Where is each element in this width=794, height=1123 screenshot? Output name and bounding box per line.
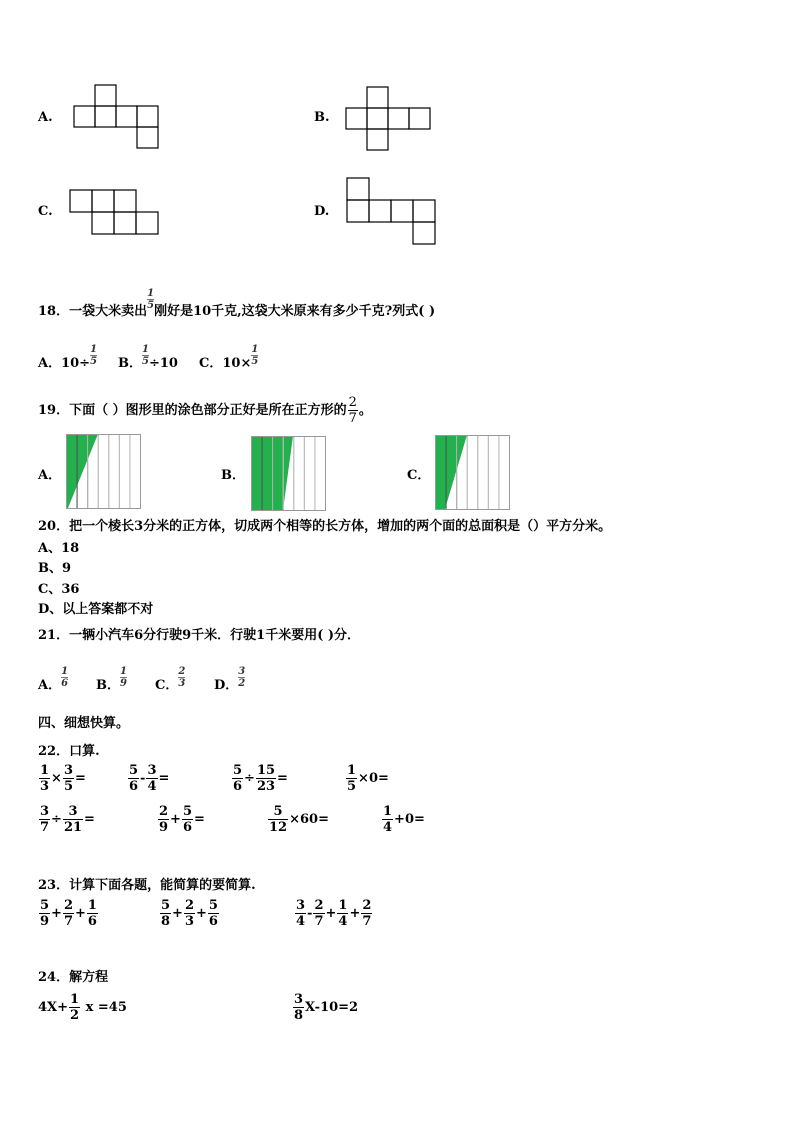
q22-expr-7: $\frac{5}{12}$ ×60= — [269, 804, 329, 835]
grid-column — [467, 436, 478, 510]
q22-expr-8: $\frac{1}{4}$ +0= — [383, 804, 425, 835]
q21-option-d[interactable]: D． $\frac{3}{2}$ — [214, 665, 246, 693]
q19-question — [38, 396, 372, 425]
operator: + — [349, 906, 361, 921]
q23-expr-2 — [159, 899, 220, 928]
q20-question: 20．把一个棱长3分米的正方体，切成两个相等的长方体，增加的两个面的总面积是（）平方分米。 — [38, 519, 612, 534]
fraction: $\frac{2}{7}$ — [314, 898, 324, 929]
q19-option-a-figure — [66, 434, 142, 510]
q17-option-b-label[interactable]: B. — [314, 110, 330, 125]
q18-option-b[interactable]: B． $\frac{1}{5}$ ÷10 — [118, 343, 178, 371]
q17-option-b-net — [346, 87, 436, 153]
q18-option-a[interactable]: A．10÷ $\frac{1}{5}$ — [38, 343, 98, 371]
q17-option-c-label[interactable]: C. — [38, 204, 53, 219]
q24-equation-1: 4X+ $\frac{1}{2}$ x =45 — [38, 992, 127, 1023]
q17-option-d-label[interactable]: D. — [314, 204, 330, 219]
fraction: $\frac{5}{6}$ — [208, 898, 218, 929]
q24-title: 24．解方程 — [38, 970, 109, 985]
q22-expr-4: $\frac{1}{5}$ ×0= — [347, 763, 389, 794]
q20-option-a[interactable]: A、18 — [38, 541, 80, 556]
q21-option-a[interactable]: A． $\frac{1}{6}$ — [38, 665, 69, 693]
fraction: $\frac{3}{4}$ — [296, 898, 306, 929]
q22-expr-5: $\frac{3}{7}$ ÷ $\frac{3}{21}$ = — [40, 804, 95, 835]
grid-column — [98, 435, 109, 509]
q19-option-c-figure — [435, 435, 511, 511]
q23-expr-3 — [294, 899, 373, 928]
operator: + — [325, 906, 337, 921]
q21-question: 21．一辆小汽车6分行驶9千米．行驶1千米要用( )分． — [38, 628, 361, 643]
q23-title: 23．计算下面各题，能简算的要简算. — [38, 878, 256, 893]
q17-option-a-net — [74, 85, 164, 151]
grid-column — [294, 437, 305, 511]
q22-expr-1: $\frac{1}{3}$ × $\frac{3}{5}$ = — [40, 763, 86, 794]
q24-equation-2: $\frac{3}{8}$ X-10=2 — [294, 992, 359, 1023]
q19-fraction: $\frac{2}{7}$ — [348, 395, 357, 426]
fraction: $\frac{5}{9}$ — [40, 898, 50, 929]
q19-option-b-figure — [251, 436, 327, 512]
q22-title: 22．口算. — [38, 744, 100, 759]
grid-column — [109, 435, 120, 509]
q23-expr-1 — [38, 899, 99, 928]
q18-question — [38, 287, 436, 323]
q22-expr-6: $\frac{2}{9}$ + $\frac{5}{6}$ = — [159, 804, 205, 835]
q22-expr-3: $\frac{5}{6}$ ÷ $\frac{15}{23}$ = — [233, 763, 288, 794]
grid-column — [304, 437, 315, 511]
grid-column — [315, 437, 326, 511]
q19-option-a-label[interactable]: A． — [38, 468, 62, 483]
fraction: $\frac{2}{7}$ — [63, 898, 73, 929]
fraction: $\frac{1}{6}$ — [87, 898, 97, 929]
q19-text-after: 。 — [358, 403, 372, 418]
q20-option-c[interactable]: C、36 — [38, 582, 80, 597]
q19-option-b-label[interactable]: B． — [221, 468, 245, 483]
fraction: $\frac{5}{8}$ — [161, 898, 171, 929]
operator: + — [172, 906, 183, 921]
q17-option-c-net — [70, 190, 162, 236]
grid-column — [499, 436, 510, 510]
shaded-region — [435, 435, 467, 509]
grid-column — [119, 435, 130, 509]
q17-option-a-label[interactable]: A. — [38, 110, 53, 125]
q22-expr-2: $\frac{5}{6}$ - $\frac{3}{4}$ = — [129, 763, 170, 794]
q17-option-d-net — [347, 178, 439, 246]
operator: + — [75, 906, 86, 921]
fraction: $\frac{1}{4}$ — [338, 898, 348, 929]
fraction: $\frac{2}{3}$ — [184, 898, 194, 929]
shaded-region — [251, 436, 293, 510]
operator: + — [51, 906, 62, 921]
q21-option-b[interactable]: B． $\frac{1}{9}$ — [96, 665, 127, 693]
q19-text-before: 19．下面（ ）图形里的涂色部分正好是所在正方形的 — [38, 403, 347, 418]
q20-option-b[interactable]: B、9 — [38, 561, 72, 576]
q18-text-after: 刚好是10千克,这袋大米原来有多少千克?列式( ) — [154, 304, 436, 319]
fraction: $\frac{2}{7}$ — [362, 898, 372, 929]
grid-column — [478, 436, 489, 510]
q21-option-c[interactable]: C． $\frac{2}{3}$ — [155, 665, 186, 693]
q18-fraction: $\frac{1}{5}$ — [147, 287, 155, 311]
section-4-heading: 四、细想快算。 — [38, 716, 130, 731]
shaded-region — [66, 434, 98, 508]
q18-text-before: 18．一袋大米卖出 — [38, 304, 148, 319]
q19-option-c-label[interactable]: C． — [407, 468, 431, 483]
q20-option-d[interactable]: D、以上答案都不对 — [38, 602, 154, 617]
operator: - — [307, 906, 313, 921]
operator: + — [196, 906, 207, 921]
grid-column — [488, 436, 499, 510]
grid-column — [130, 435, 141, 509]
q18-option-c[interactable]: C．10× $\frac{1}{5}$ — [199, 343, 259, 371]
